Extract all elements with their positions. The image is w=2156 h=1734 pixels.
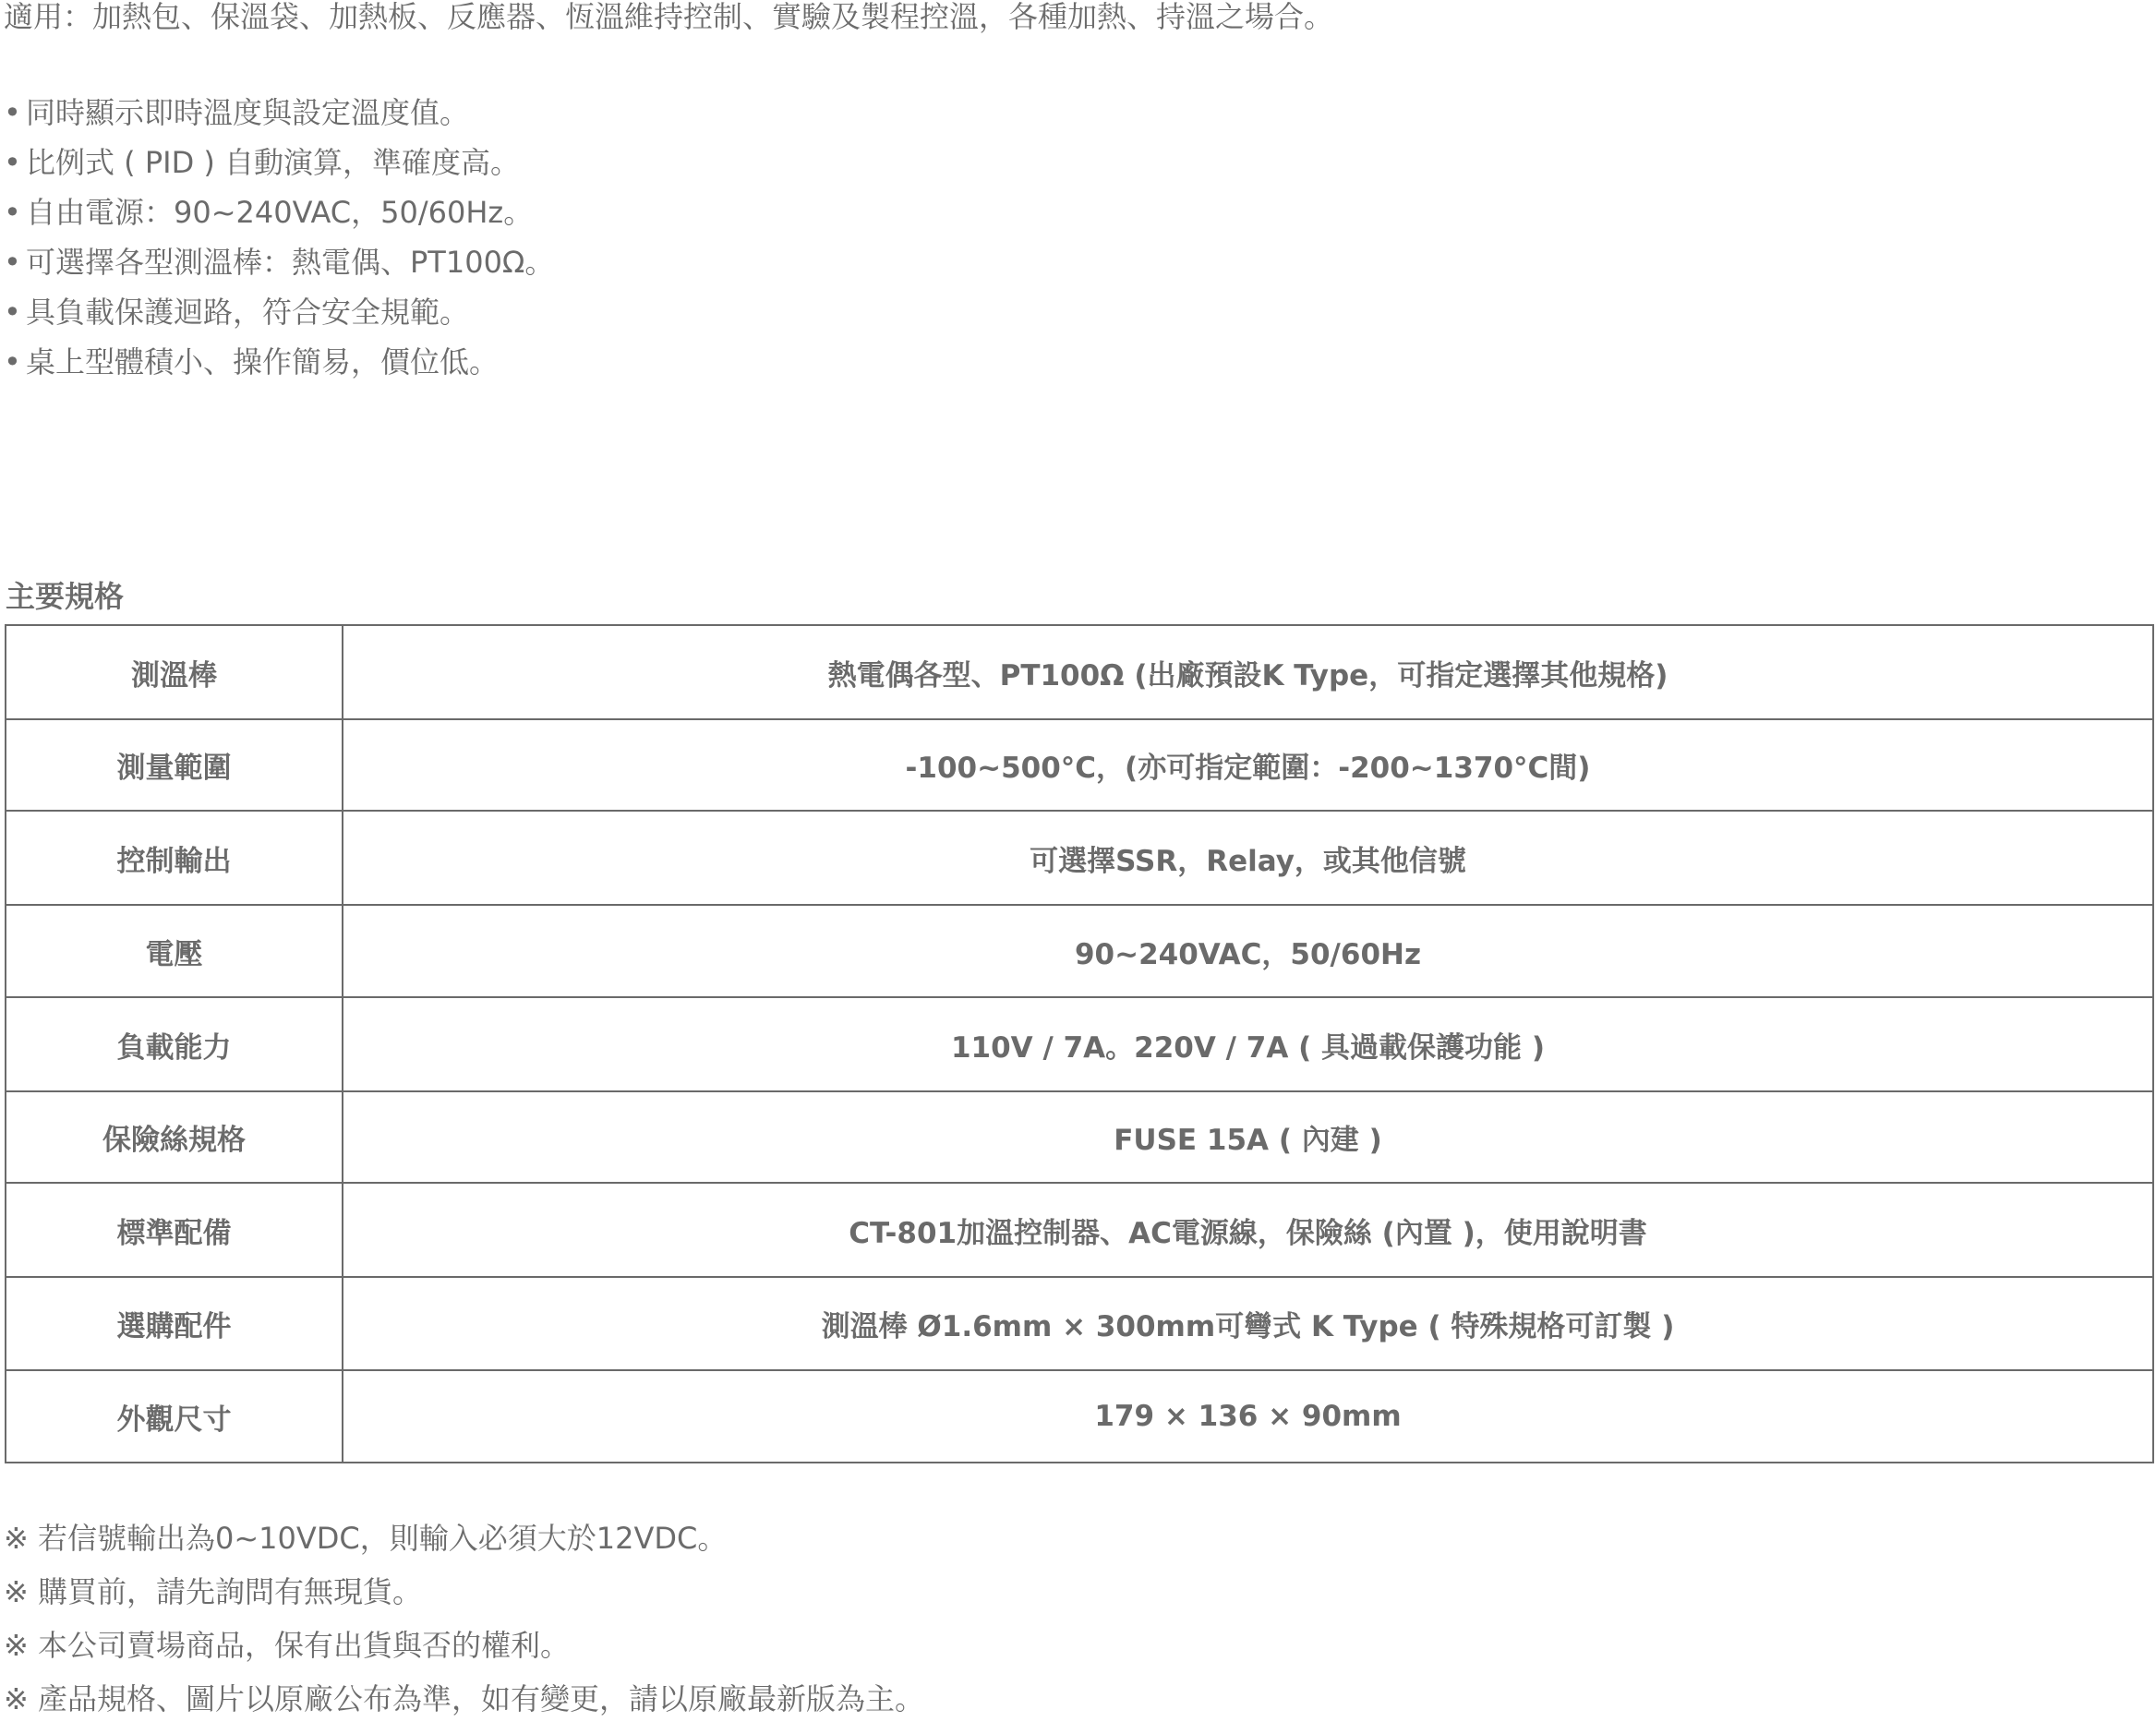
table-row bbox=[6, 625, 2153, 719]
spec-value: 90~240VAC，50/60Hz bbox=[343, 905, 2153, 997]
spec-value: 110V / 7A。220V / 7A ( 具過載保護功能 ) bbox=[343, 997, 2153, 1091]
spec-key: 外觀尺寸 bbox=[6, 1370, 343, 1463]
spec-value: 可選擇SSR，Relay，或其他信號 bbox=[343, 811, 2153, 905]
feature-item bbox=[4, 345, 554, 395]
table-row bbox=[6, 1183, 2153, 1277]
table-row bbox=[6, 905, 2153, 997]
feature-text: 比例式 ( PID ) 自動演算，準確度高。 bbox=[26, 145, 521, 180]
table-row bbox=[6, 1370, 2153, 1463]
spec-value: CT-801加溫控制器、AC電源線，保險絲 (內置 )，使用說明書 bbox=[343, 1183, 2153, 1277]
feature-item bbox=[4, 146, 554, 196]
spec-value: 熱電偶各型、PT100Ω (出廠預設K Type，可指定選擇其他規格) bbox=[343, 625, 2153, 719]
feature-item bbox=[4, 196, 554, 246]
spec-key: 標準配備 bbox=[6, 1183, 343, 1277]
table-row bbox=[6, 1091, 2153, 1183]
spec-key: 電壓 bbox=[6, 905, 343, 997]
feature-text: 可選擇各型測溫棒：熱電偶、PT100Ω。 bbox=[26, 245, 555, 280]
feature-text: 同時顯示即時溫度與設定溫度值。 bbox=[26, 95, 470, 130]
spec-value: -100~500°C，(亦可指定範圍：-200~1370°C間) bbox=[343, 719, 2153, 811]
note-item: ※ 產品規格、圖片以原廠公布為準，如有變更，請以原廠最新版為主。 bbox=[4, 1681, 924, 1716]
spec-value: 179 × 136 × 90mm bbox=[343, 1370, 2153, 1463]
bullet-icon: • bbox=[4, 195, 21, 230]
note-item: ※ 若信號輸出為0~10VDC，則輸入必須大於12VDC。 bbox=[4, 1521, 728, 1556]
feature-list bbox=[4, 96, 554, 395]
feature-item bbox=[4, 295, 554, 345]
table-row bbox=[6, 997, 2153, 1091]
table-row bbox=[6, 1277, 2153, 1370]
spec-key: 負載能力 bbox=[6, 997, 343, 1091]
bullet-icon: • bbox=[4, 95, 21, 130]
notes-list bbox=[4, 1520, 924, 1734]
intro-text: 適用：加熱包、保溫袋、加熱板、反應器、恆溫維持控制、實驗及製程控溫，各種加熱、持溫之場合。 bbox=[4, 0, 1334, 34]
bullet-icon: • bbox=[4, 295, 21, 330]
note-item: ※ 本公司賣場商品，保有出貨與否的權利。 bbox=[4, 1628, 570, 1663]
table-row bbox=[6, 719, 2153, 811]
feature-text: 桌上型體積小、操作簡易，價位低。 bbox=[26, 344, 500, 379]
spec-key: 控制輸出 bbox=[6, 811, 343, 905]
spec-table bbox=[5, 624, 2154, 1463]
feature-text: 自由電源：90~240VAC，50/60Hz。 bbox=[26, 195, 534, 230]
bullet-icon: • bbox=[4, 145, 21, 180]
feature-text: 具負載保護迴路，符合安全規範。 bbox=[26, 295, 470, 330]
feature-item bbox=[4, 246, 554, 295]
bullet-icon: • bbox=[4, 344, 21, 379]
spec-key: 保險絲規格 bbox=[6, 1091, 343, 1183]
spec-value: 測溫棒 Ø1.6mm × 300mm可彎式 K Type ( 特殊規格可訂製 ) bbox=[343, 1277, 2153, 1370]
spec-key: 測量範圍 bbox=[6, 719, 343, 811]
spec-section-title: 主要規格 bbox=[6, 579, 125, 614]
spec-value: FUSE 15A ( 內建 ) bbox=[343, 1091, 2153, 1183]
bullet-icon: • bbox=[4, 245, 21, 280]
note-item: ※ 購買前，請先詢問有無現貨。 bbox=[4, 1574, 422, 1609]
spec-key: 測溫棒 bbox=[6, 625, 343, 719]
table-row bbox=[6, 811, 2153, 905]
spec-key: 選購配件 bbox=[6, 1277, 343, 1370]
feature-item bbox=[4, 96, 554, 146]
